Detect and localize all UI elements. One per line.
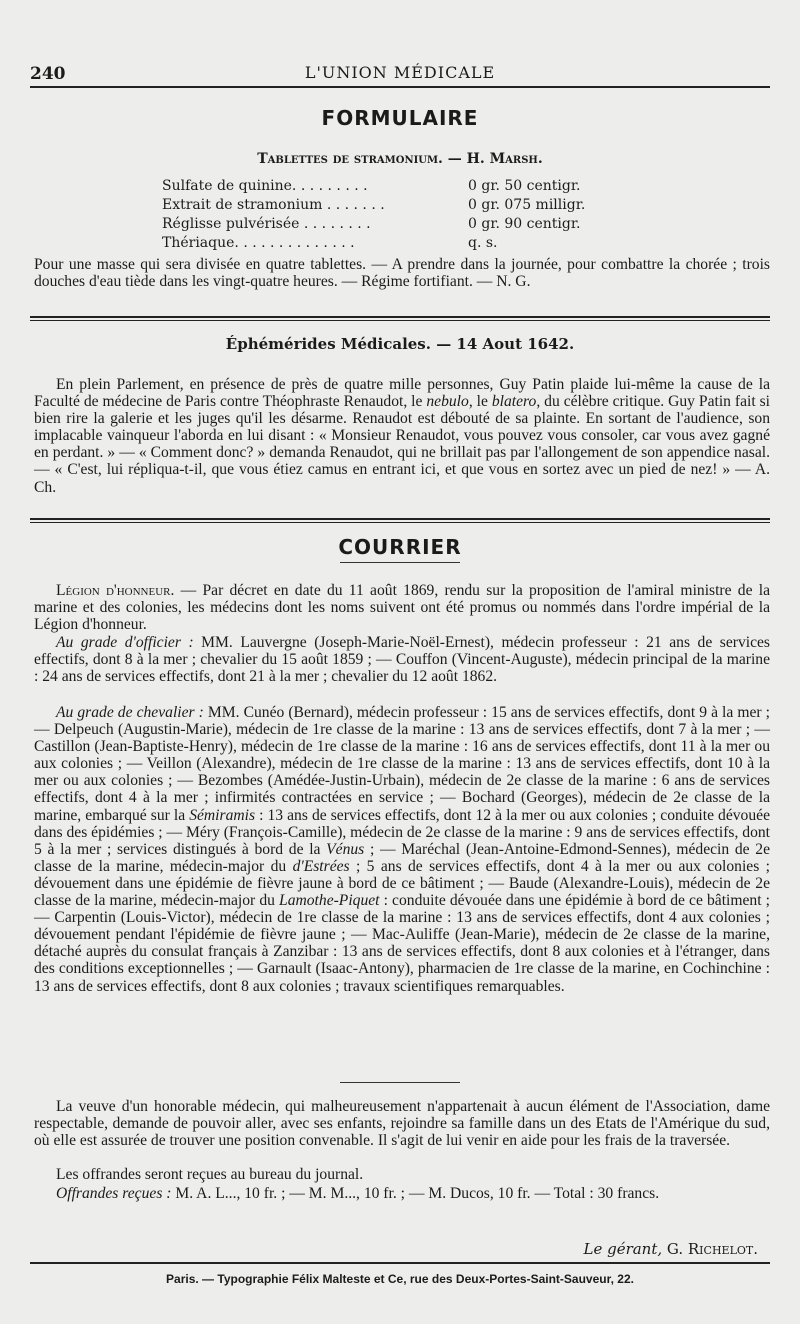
section-rule xyxy=(30,320,770,321)
ingredient-name: Thériaque. . . . . . . . . . . . . . xyxy=(162,235,355,251)
courrier-heading: COURRIER xyxy=(338,535,462,559)
separator-line xyxy=(340,1082,460,1083)
footer-rule xyxy=(30,1262,770,1264)
offrandes-received: Offrandes reçues : M. A. L..., 10 fr. ; — M. M..., 10 fr. ; — M. Ducos, 10 fr. — Total : 30 francs. xyxy=(56,1185,660,1202)
ingredient-amount: 0 gr. 90 centigr. xyxy=(468,216,581,232)
officier-paragraph: Au grade d'officier : MM. Lauvergne (Joseph-Marie-Noël-Ernest), médecin professeur : 21 ans de services effectifs, dont 8 à la mer ; chevalier du 15 août 1859 ; — Couffon (Vincent-Auguste), médecin principal de la marine : 24 ans de services effectifs, dont 21 à la mer ; chevalier du 12 août 1862. xyxy=(34,634,770,686)
appeal-paragraph: La veuve d'un honorable médecin, qui malheureusement n'appartenait à aucun élément de l'Association, dame respectable, demande de pouvoir aller, avec ses enfants, rejoindre sa famille dans un des Etats de l'Amérique du sud, où elle est assurée de trouver une position convenable. Il s'agit de lui venir en aide pour les frais de la traversée. xyxy=(34,1098,770,1150)
chevalier-paragraph: Au grade de chevalier : MM. Cunéo (Bernard), médecin professeur : 15 ans de services effectifs, dont 9 à la mer ; — Delpeuch (Augustin-Marie), médecin de 1re classe de la marine : 13 ans de services effectifs, dont 7 à la mer ; — Castillon (Jean-Baptiste-Henry), médecin de 1re classe de la marine : 16 ans de services effectifs, dont 11 à la mer ou aux colonies ; — Veillon (Alexandre), médecin de 1re classe de la marine : 13 ans de services effectifs, dont 10 à la mer ou aux colonies ; — Bezombes (Amédée-Justin-Urbain), médecin de 2e classe de la marine : 6 ans de services effectifs, dont 4 à la mer ; infirmités contractées en service ; — Bochard (Georges), médecin de 2e classe de la marine, embarqué sur la Sémiramis : 13 ans de services effectifs, dont 12 à la mer ou aux colonies ; conduite dévouée dans des épidémies ; — Méry (François-Camille), médecin de 2e classe de la marine : 9 ans de services effectifs, dont 5 à la mer ; services distingués à bord de la Vénus ; — Maréchal (Jean-Antoine-Edmond-Sennes), médecin de 2e classe de la marine, médecin-major du d'Estrées ; 5 ans de services effectifs, dont 4 à la mer ou aux colonies ; dévouement dans une épidémie de fièvre jaune à bord de ce bâtiment ; — Baude (Alexandre-Louis), médecin de 2e classe de la marine, médecin-major du Lamothe-Piquet : conduite dévouée dans une épidémie à bord de ce bâtiment ; — Carpentin (Louis-Victor), médecin de 1re classe de la marine : 13 ans de services effectifs, dont 4 aux colonies ; dévouement pendant l'épidémie de fièvre jaune ; — Mac-Auliffe (Jean-Marie), médecin de 2e classe de la marine, détaché auprès du consulat français à Zanzibar : 13 ans de services effectifs, dont 8 aux colonies et à l'étranger, dans des conditions exceptionnelles ; — Garnault (Isaac-Antony), pharmacien de 1re classe de la marine, en Cochinchine : 13 ans de services effectifs, dont 8 aux colonies ; travaux scientifiques remarquables. xyxy=(34,704,770,995)
offrandes-note: Les offrandes seront reçues au bureau du journal. xyxy=(56,1166,364,1183)
section-rule xyxy=(30,518,770,520)
header-rule xyxy=(30,86,770,88)
page-number: 240 xyxy=(30,64,66,84)
signature: Le gérant, G. Richelot. xyxy=(583,1240,758,1258)
ingredient-amount: q. s. xyxy=(468,235,498,251)
ingredient-name: Extrait de stramonium . . . . . . . xyxy=(162,197,385,213)
ingredient-amount: 0 gr. 075 milligr. xyxy=(468,197,586,213)
ingredient-amount: 0 gr. 50 centigr. xyxy=(468,178,581,194)
section-rule xyxy=(30,522,770,523)
section-rule xyxy=(30,316,770,318)
formulaire-heading: FORMULAIRE xyxy=(321,106,479,130)
ingredient-name: Sulfate de quinine. . . . . . . . . xyxy=(162,178,368,194)
ephemerides-text: En plein Parlement, en présence de près de quatre mille personnes, Guy Patin plaide lui-même la cause de la Faculté de médecine de Paris contre Théophraste Renaudot, le nebulo, le blatero, du célèbre critique. Guy Patin fait si bien rire la galerie et les juges qu'il les désarme. Renaudot est débouté de sa plainte. En sortant de l'audience, son implacable vainqueur l'aborda en lui disant : « Monsieur Renaudot, vous pouvez vous consoler, car vous avez gagné en perdant. » — « Comment donc? » demanda Renaudot, qui ne brillait pas par l'allongement de son appendice nasal. — « C'est, lui répliqua-t-il, que vous étiez camus en entrant ici, et que vous en sortez avec un pied de nez! » — A. Ch. xyxy=(34,376,771,496)
ingredient-name: Réglisse pulvérisée . . . . . . . . xyxy=(162,216,371,232)
legion-paragraph: Légion d'honneur. — Par décret en date du 11 août 1869, rendu sur la proposition de l'amiral ministre de la marine et des colonies, les médecins dont les noms suivent ont été promus ou nommés dans l'ordre impérial de la Légion d'honneur. xyxy=(34,582,770,634)
ephemerides-heading: Éphémérides Médicales. — 14 Aout 1642. xyxy=(225,335,575,353)
journal-title: L'UNION MÉDICALE xyxy=(304,63,496,82)
courrier-underline xyxy=(340,562,460,563)
recipe-title: Tablettes de stramonium. — H. Marsh. xyxy=(257,151,543,167)
recipe-instructions: Pour une masse qui sera divisée en quatre tablettes. — A prendre dans la journée, pour combattre la chorée ; trois douches d'eau tiède dans les vingt-quatre heures. — Régime fortifiant. — N. G. xyxy=(34,256,770,291)
printer-imprint: Paris. — Typographie Félix Malteste et Ce, rue des Deux-Portes-Saint-Sauveur, 22. xyxy=(166,1272,634,1286)
